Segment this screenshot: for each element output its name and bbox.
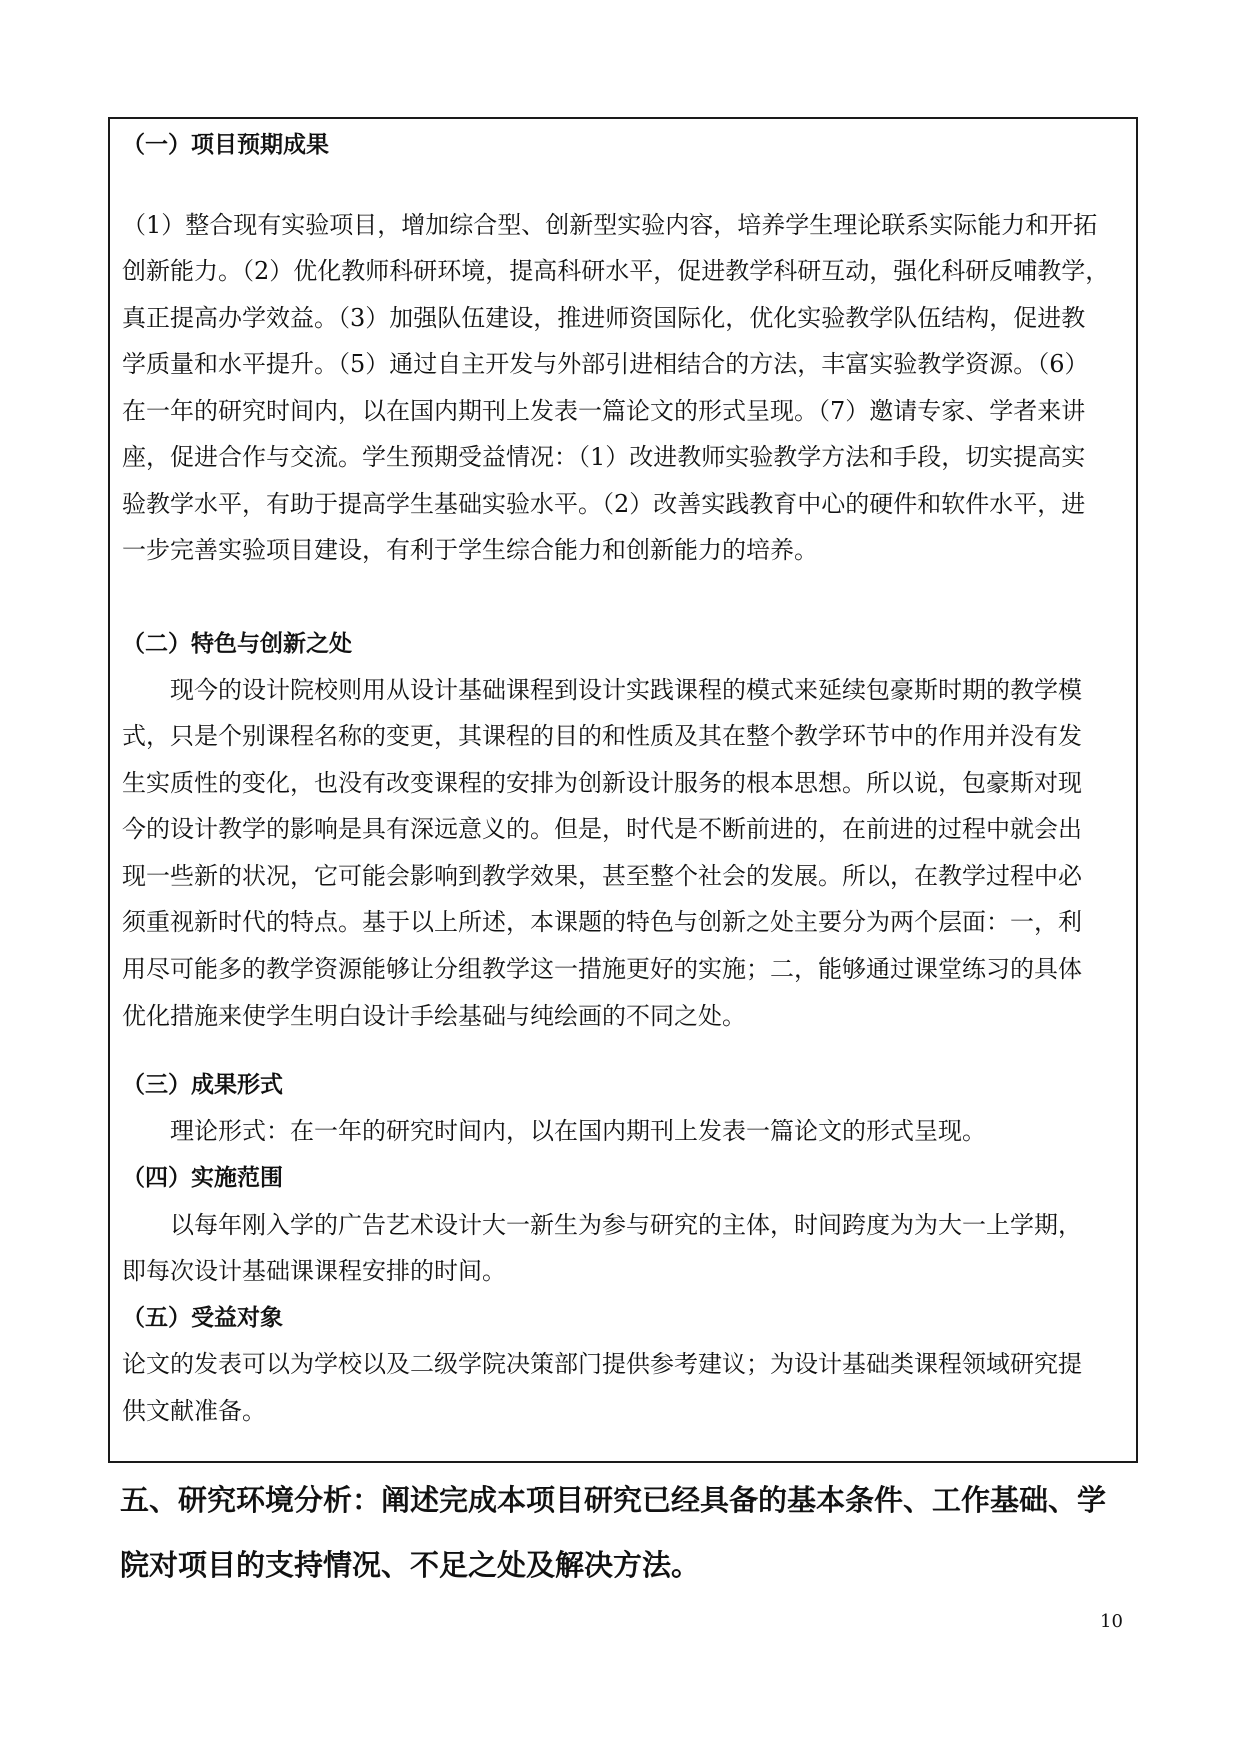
section-five-title: 院对项目的支持情况、不足之处及解决方法。 xyxy=(120,1548,701,1582)
paragraph-line: 现一些新的状况，它可能会影响到教学效果，甚至整个社会的发展。所以，在教学过程中必 xyxy=(122,862,1082,890)
section-heading-expected-results: （一）项目预期成果 xyxy=(122,132,329,158)
paragraph-line: 式，只是个别课程名称的变更，其课程的目的和性质及其在整个教学环节中的作用并没有发 xyxy=(122,722,1082,750)
paragraph-line: 座，促进合作与交流。学生预期受益情况：（1）改进教师实验教学方法和手段，切实提高实 xyxy=(122,443,1086,471)
paragraph-line: 验教学水平，有助于提高学生基础实验水平。（2）改善实践教育中心的硬件和软件水平，进 xyxy=(122,490,1086,518)
paragraph-line: 真正提高办学效益。（3）加强队伍建设，推进师资国际化，优化实验教学队伍结构，促进教 xyxy=(122,304,1086,332)
paragraph-line: 论文的发表可以为学校以及二级学院决策部门提供参考建议；为设计基础类课程领域研究提 xyxy=(122,1350,1082,1378)
paragraph-line: 供文献准备。 xyxy=(122,1397,266,1425)
paragraph-line: 在一年的研究时间内，以在国内期刊上发表一篇论文的形式呈现。（7）邀请专家、学者来讲 xyxy=(122,397,1086,425)
paragraph-line: 现今的设计院校则用从设计基础课程到设计实践课程的模式来延续包豪斯时期的教学模 xyxy=(170,676,1082,704)
paragraph-line: 今的设计教学的影响是具有深远意义的。但是，时代是不断前进的，在前进的过程中就会出 xyxy=(122,815,1082,843)
paragraph-line: 须重视新时代的特点。基于以上所述，本课题的特色与创新之处主要分为两个层面：一，利 xyxy=(122,908,1082,936)
section-heading-result-form: （三）成果形式 xyxy=(122,1072,283,1098)
paragraph-line: 学质量和水平提升。（5）通过自主开发与外部引进相结合的方法，丰富实验教学资源。（6） xyxy=(122,350,1089,378)
section-heading-scope: （四）实施范围 xyxy=(122,1165,283,1191)
paragraph-line: （1）整合现有实验项目，增加综合型、创新型实验内容，培养学生理论联系实际能力和开拓 xyxy=(122,211,1098,239)
section-heading-beneficiaries: （五）受益对象 xyxy=(122,1305,283,1331)
paragraph-line: 一步完善实验项目建设，有利于学生综合能力和创新能力的培养。 xyxy=(122,536,818,564)
paragraph-line: 用尽可能多的教学资源能够让分组教学这一措施更好的实施；二，能够通过课堂练习的具体 xyxy=(122,955,1082,983)
section-five-title: 五、研究环境分析：阐述完成本项目研究已经具备的基本条件、工作基础、学 xyxy=(120,1483,1107,1517)
paragraph-line: 创新能力。（2）优化教师科研环境，提高科研水平，促进教学科研互动，强化科研反哺教学， xyxy=(122,257,1110,285)
page-number: 10 xyxy=(1100,1611,1123,1632)
paragraph-line: 以每年刚入学的广告艺术设计大一新生为参与研究的主体，时间跨度为为大一上学期， xyxy=(170,1211,1082,1239)
paragraph-line: 优化措施来使学生明白设计手绘基础与纯绘画的不同之处。 xyxy=(122,1002,746,1030)
paragraph-line: 生实质性的变化，也没有改变课程的安排为创新设计服务的根本思想。所以说，包豪斯对现 xyxy=(122,769,1082,797)
section-heading-innovation: （二）特色与创新之处 xyxy=(122,631,352,657)
paragraph-line: 即每次设计基础课课程安排的时间。 xyxy=(122,1257,506,1285)
paragraph-line: 理论形式：在一年的研究时间内，以在国内期刊上发表一篇论文的形式呈现。 xyxy=(170,1117,986,1145)
